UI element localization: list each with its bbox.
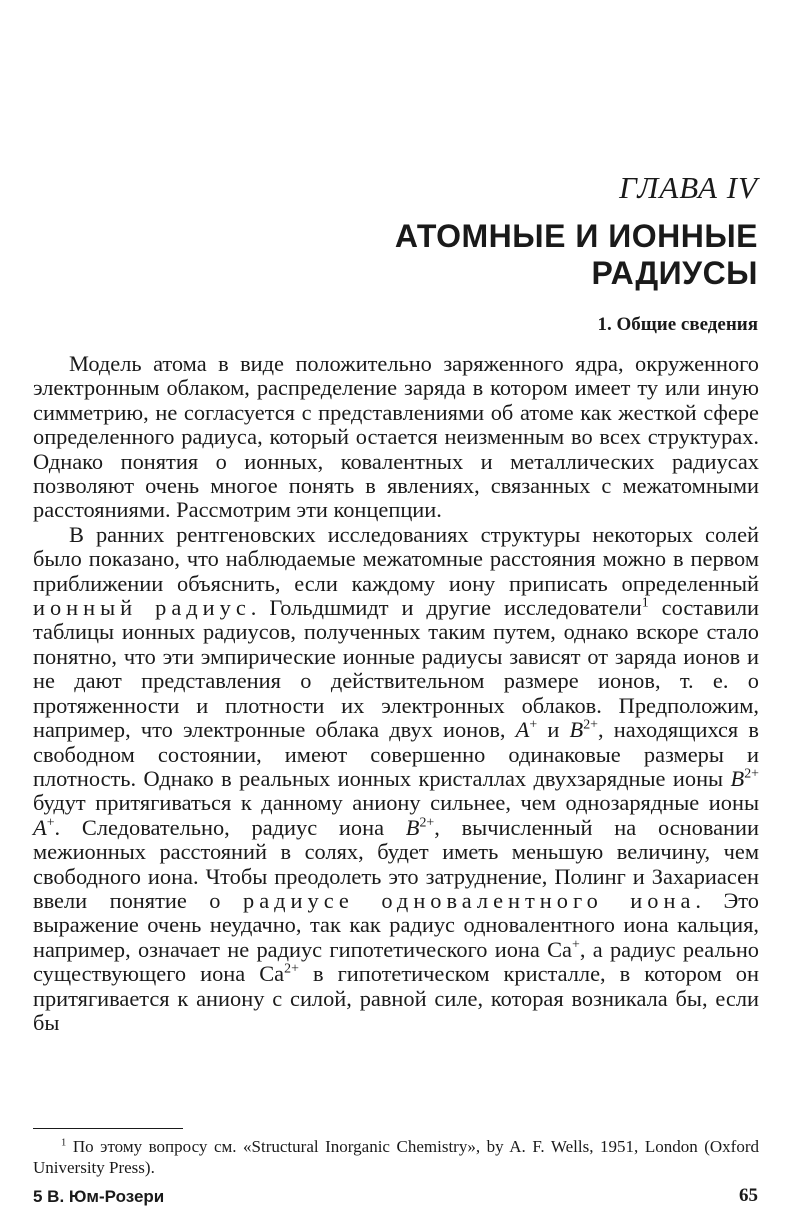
ion-symbol: A (33, 814, 47, 840)
ion-symbol: Ca (259, 961, 285, 987)
section-heading: 1. Общие сведения (597, 314, 758, 335)
printer-signature: 5 В. Юм-Розери (33, 1187, 165, 1206)
page-number: 65 (739, 1185, 758, 1206)
term-ionic-radius: ионный радиус (33, 595, 251, 621)
chapter-title: АТОМНЫЕ И ИОННЫЕ РАДИУСЫ (394, 218, 758, 291)
body-text (33, 352, 759, 1035)
term-univalent-radius: радиусе одновалентного иона (243, 887, 696, 913)
ion-symbol: B (569, 717, 584, 743)
text-run: . Это выражение очень неудачно, так как радиус одновалентного иона кальция, например, означает не радиус гипотетического иона (33, 887, 759, 962)
text-run: , находящихся в свободном состоянии, имеют совершенно одинаковые размеры и плотность. Однако в реальных ионных кристаллах двухзарядные ионы (33, 717, 759, 791)
text-run: , вычисленный на основании межионных расстояний в солях, будет иметь меньшую величину, чем свободного иона. Чтобы преодолеть это затруднение, Полинг и Захариасен ввели понятие о (33, 814, 759, 913)
text-run: , а радиус реально существующего иона (33, 936, 760, 987)
text-run: будут притягиваться к данному аниону сильнее, чем однозарядные ионы (33, 790, 759, 816)
chapter-label: ГЛАВА IV (619, 170, 758, 205)
charge: + (572, 937, 580, 953)
charge: + (46, 815, 55, 831)
text-run: . Следовательно, радиус иона (54, 814, 385, 840)
charge: 2+ (583, 717, 598, 733)
text-run: В ранних рентгеновских исследованиях структуры некоторых солей было показано, что наблюдаемые межатомные расстояния можно в первом приближении объяснить, если каждому иону приписать определенный (33, 521, 759, 596)
paragraph-1: Модель атома в виде положительно заряженного ядра, окруженного электронным облаком, распределение заряда в котором имеет ту или иную симметрию, не согласуется с представлениями об атоме как жесткой сфере определенного радиуса, который остается неизменным во всех структурах. Однако понятия о ионных, ковалентных и металлических радиусах позволяют очень многое понять в явлениях, связанных с межатомными расстояниями. Рассмотрим эти концепции. (33, 351, 759, 523)
ion-symbol: B (405, 814, 420, 840)
text-run: в гипотетическом кристалле, в котором он притягивается к аниону с силой, равной силе, которая возникала бы, если бы (33, 961, 759, 1035)
charge: 2+ (284, 961, 299, 977)
footnote-ref: 1 (641, 595, 649, 611)
footnote-text: По этому вопросу см. «Structural Inorganic Chemistry», by A. F. Wells, 1951, London (Oxford University Press). (33, 1137, 760, 1177)
text-run: составили таблицы ионных радиусов, полученных таким путем, однако вскоре стало понятно, что эти эмпирические ионные радиусы зависят от заряда ионов и не дают представления о действительном размере ионов, т. е. о протяженности и плотности их электронных облаков. Предположим, например, что электронные облака двух ионов, (33, 595, 759, 743)
ion-symbol: B (730, 765, 745, 791)
ion-symbol: Ca (547, 936, 572, 962)
footnote-number: 1 (61, 1137, 67, 1149)
charge: 2+ (419, 815, 435, 831)
ion-symbol: A (515, 717, 530, 743)
footnote (33, 1136, 759, 1178)
text-run: . Гольдшмидт и другие исследователи (250, 595, 642, 621)
charge: + (529, 717, 538, 733)
charge: 2+ (744, 766, 759, 782)
paragraph-2 (33, 523, 759, 1036)
text-run: и (547, 717, 560, 743)
footnote-divider (33, 1128, 183, 1129)
